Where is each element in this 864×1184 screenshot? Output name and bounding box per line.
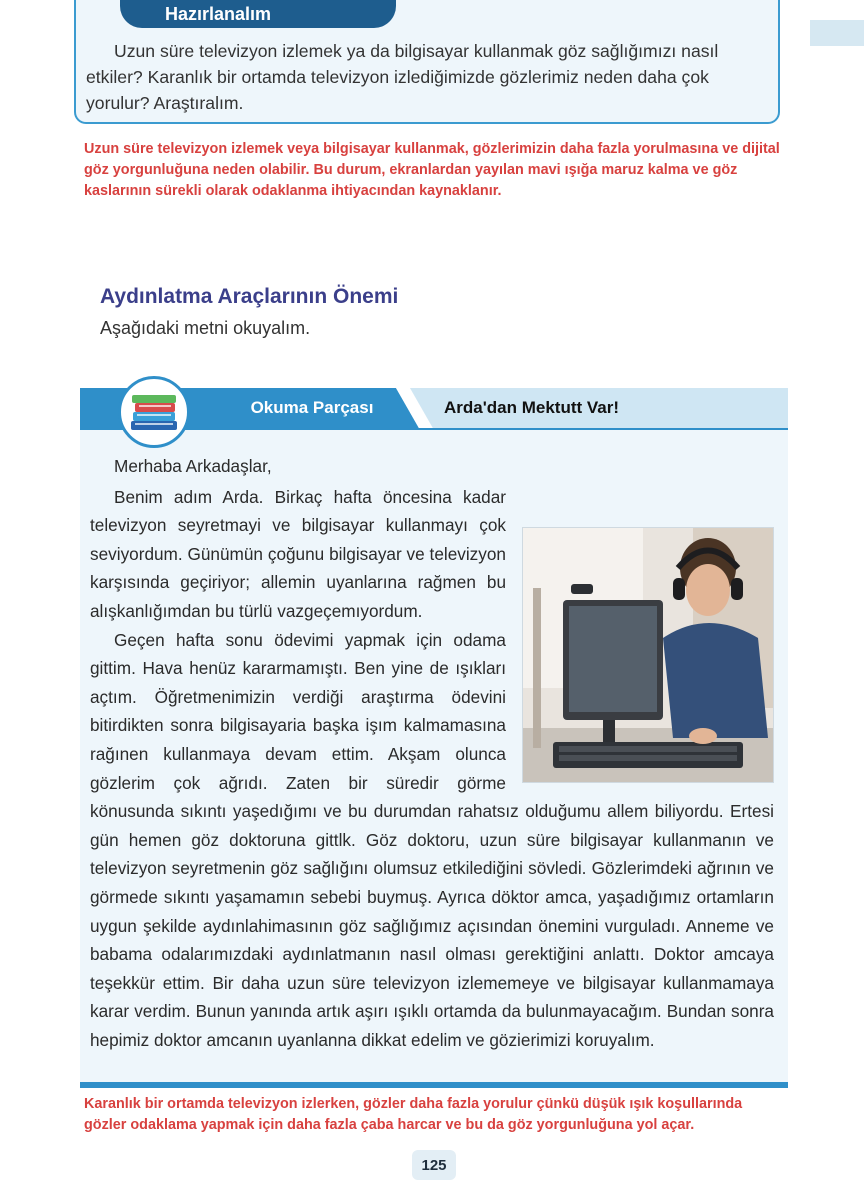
- answer-text-second: Karanlık bir ortamda televizyon izlerken, gözler daha fazla yorulur çünkü düşük ışık koşullarında gözler odaklama yapmak için daha fazla çaba harcar ve bu da göz yorgunluğuna yol açar.: [84, 1096, 743, 1133]
- page-number: 125: [412, 1150, 456, 1180]
- prep-box: [74, 0, 780, 124]
- reading-title: Arda'dan Mektutt Var!: [444, 398, 620, 417]
- prep-question: Uzun süre televizyon izlemek ya da bilgisayar kullanmak göz sağlığımızı nasıl etkiler? Karanlık bir ortamda televizyon izlediğimizde gözlerimiz neden daha çok yorulur? Araştıralım.: [86, 41, 719, 113]
- section-title: Aydınlatma Araçlarının Önemi: [100, 285, 399, 308]
- reading-bottom-rule: [80, 1082, 788, 1088]
- letter-greeting: Merhaba Arkadaşlar,: [114, 456, 272, 476]
- boy-at-computer-photo: [522, 527, 774, 783]
- letter-paragraph-1: Benim adım Arda. Birkaç hafta öncesina kadar televizyon seyretmayi ve bilgisayar kullanmayı çok seviyordum. Günümün çoğunu bilgisayar ve televizyon karşısında geçiriyor; allemin uyanlarına rağmen bu alışkanlığımdan bu türlü vazgeçemıyordum.: [90, 486, 506, 621]
- section-subtitle: Aşağıdaki metni okuyalım.: [100, 318, 311, 338]
- answer-text-first: Uzun süre televizyon izlemek veya bilgisayar kullanmak, gözlerimizin daha fazla yorulmasına ve dijital göz yorgunluğuna neden olabilir. Bu durum, ekranlardan yayılan mavi ışığa maruz kalma ve göz kaslarının sürekli olarak odaklanma ihtiyacından kaynaklanır.: [84, 141, 780, 199]
- prep-tab: Hazırlanalım: [120, 0, 396, 28]
- letter-body: [90, 452, 774, 1054]
- books-icon: [118, 376, 190, 448]
- letter-paragraph-2: Geçen hafta sonu ödevimi yapmak için odama gittim. Hava henüz kararmamıştı. Ben yine de ışıkları açtım. Öğretmenimizin verdiği araştırma ödevini bitirdikten sonra bilgisayaria başka işım kalmamasına rağınen kullanmaya devam ettim. Akşam olunca gözlerim çok ağrıdı. Zaten bir süredir görme könusunda sıkıntı yaşedığımı ve bu durumdan rahatsız olduğumu allem biliyordu. Ertesi gün hemen göz doktoruna gittlk. Göz doktoru, uzun süre bilgisayar kullanmanın ve televizyon seyretmenin göz sağlığını olumsuz etkilediğini sövledi. Gözlerimdeki ağrının ve görmede sıkıntı yaşamamın sebebi buymuş. Ayrıca döktor amca, yaşadığımız ortamların uygun şekilde aydınlahimasının göz sağlığımız açısından önemini vurguladı. Anneme ve babama odalarımızdaki aydınlatmanın nasıl olması gerektiğini anlattı. Doktor amcaya teşekkür ettim. Bir daha uzun süre televizyon izlememeye ve bilgisayar kullanmamaya karar verdim. Bunun yanında artık aşırı ışıklı ortamda da bulunmayacağım. Bundan sonra hepimiz doktor amcanın uyanlanna dikkat edelim ve gözierimizi koruyalım.: [90, 629, 774, 1050]
- reading-header: [80, 388, 788, 430]
- reading-label: Okuma Parçası: [250, 398, 374, 417]
- page-edge-tab: [810, 20, 864, 46]
